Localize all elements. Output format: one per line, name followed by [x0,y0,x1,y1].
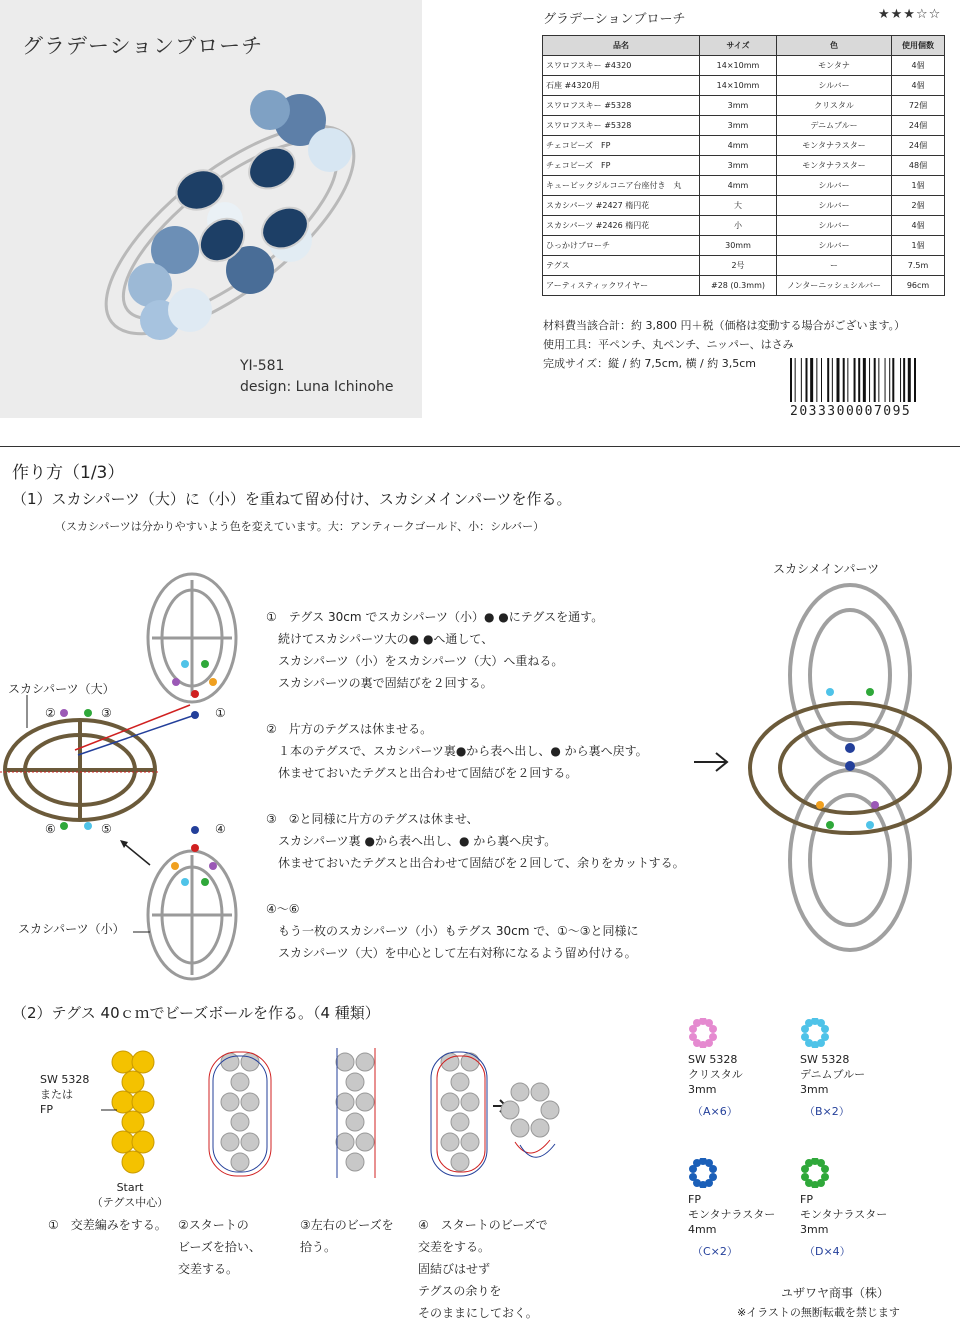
instruction-1-line: ① テグス 30cm でスカシパーツ（小）● ●にテグスを通す。 [266,610,604,624]
designer: design: Luna Ichinohe [240,379,394,395]
cell-size: 大 [700,196,777,216]
step2-diagrams [95,1040,595,1190]
table-row [543,76,945,96]
instruction-4-line: もう一枚のスカシパーツ（小）もテグス 30cm で、①〜③と同様に [266,924,639,938]
cell-color: モンタナラスター [777,136,892,156]
instruction-3 [266,808,685,874]
table-row [543,176,945,196]
cell-name: スカシパーツ #2427 楕円花 [543,196,700,216]
cell-count: 4個 [892,76,945,96]
start-label [90,1180,170,1210]
cell-count: 1個 [892,176,945,196]
section-title: 作り方（1/3） [12,463,125,483]
instruction-3-line: 休ませておいたテグスと出合わせて固結びを２回して、余りをカットする。 [266,856,685,870]
bead-ball-name-line: 3mm [800,1083,829,1096]
cell-color: ノンターニッシュシルバー [777,276,892,296]
instruction-3-line: ③ ②と同様に片方のテグスは休ませ、 [266,812,479,826]
bead-ball-code: （C×2） [692,1245,738,1258]
cell-name: チェコビーズ FP [543,136,700,156]
bead-ball-item [800,1158,887,1259]
cell-size: 4mm [700,176,777,196]
table-row [543,56,945,76]
caption-line: ビーズを拾い、 [178,1240,261,1254]
cell-color: シルバー [777,76,892,96]
table-row [543,196,945,216]
cell-name: チェコビーズ FP [543,156,700,176]
cell-color: ー [777,256,892,276]
copyright-warning: ※イラストの無断転載を禁じます [737,1306,900,1319]
cell-color: クリスタル [777,96,892,116]
bead-ball-code: （D×4） [804,1245,851,1258]
bead-type-label [40,1072,89,1117]
table-row [543,156,945,176]
bead-ball-name-line: 3mm [800,1223,829,1236]
instruction-2-line: １本のテグスで、スカシパーツ裏●から表へ出し、● から裏へ戻す。 [266,744,648,758]
cell-color: デニムブルー [777,116,892,136]
arrow-right-icon [692,750,732,774]
filigree-small-top [148,574,236,702]
table-row [543,216,945,236]
instruction-2 [266,718,648,784]
step2-heading: （2）テグス 40ｃｍでビーズボールを作る。（4 種類） [12,1004,380,1022]
difficulty-stars: ★★★☆☆ [878,7,942,22]
start-label-line: （テグス中心） [91,1196,169,1209]
bead-ball-name-line: 3mm [688,1083,717,1096]
section-divider [0,446,960,447]
cell-size: 小 [700,216,777,236]
barcode [790,358,940,402]
instruction-4-line: ④〜⑥ [266,902,300,916]
cell-count: 4個 [892,216,945,236]
cell-count: 24個 [892,136,945,156]
table-row [543,96,945,116]
finished-size: 完成サイズ：縦 / 約 7,5cm, 横 / 約 3,5cm [543,357,757,370]
instruction-1-line: スカシパーツの裏で固結びを２回する。 [266,676,493,690]
cell-count: 72個 [892,96,945,116]
table-row [543,236,945,256]
bead-ball-name [688,1192,775,1237]
caption-line: ① 交差編みをする。 [48,1218,167,1232]
photo-title: グラデーションブローチ [22,34,264,58]
instruction-1-line: 続けてスカシパーツ大の● ●へ通して、 [266,632,494,646]
cell-color: シルバー [777,196,892,216]
cell-count: 48個 [892,156,945,176]
cell-name: ひっかけブローチ [543,236,700,256]
bead-ball-item [800,1018,865,1119]
instruction-3-line: スカシパーツ裏 ●から表へ出し、● から裏へ戻す。 [266,834,557,848]
marker-3: ③ [101,706,112,720]
caption-1 [48,1214,167,1236]
table-row [543,116,945,136]
caption-line: ③左右のビーズを [300,1218,394,1232]
cell-color: シルバー [777,236,892,256]
caption-4 [418,1214,548,1324]
caption-line: 固結びはせず [418,1262,491,1276]
main-part-illustration [745,580,955,955]
bead-ball-name [800,1052,865,1097]
caption-line: そのままにしておく。 [418,1306,538,1320]
caption-3 [300,1214,394,1258]
cell-color: シルバー [777,176,892,196]
bead-ball-name-line: デニムブルー [800,1068,866,1081]
caption-line: 拾う。 [300,1240,337,1254]
product-code-block [240,356,393,398]
table-row [543,276,945,296]
header-title: グラデーションブローチ [543,12,686,27]
caption-line: ④ スタートのビーズで [418,1218,548,1232]
cell-count: 4個 [892,56,945,76]
cell-size: 4mm [700,136,777,156]
cell-name: スカシパーツ #2426 楕円花 [543,216,700,236]
cell-name: キュービックジルコニア台座付き 丸 [543,176,700,196]
bead-ball-name-line: FP [688,1193,701,1206]
label-main-part: スカシメインパーツ [773,562,880,576]
cell-name: スワロフスキー #4320 [543,56,700,76]
caption-line: テグスの余りを [418,1284,502,1298]
marker-5: ⑤ [101,822,112,836]
caption-2 [178,1214,261,1280]
product-code: YI-581 [240,358,285,374]
cell-name: 石座 #4320用 [543,76,700,96]
cell-count: 2個 [892,196,945,216]
bead-ball-name-line: モンタナラスター [688,1208,776,1221]
instruction-1 [266,606,603,694]
bead-ball-name-line: モンタナラスター [800,1208,888,1221]
cell-name: スワロフスキー #5328 [543,116,700,136]
label-large-parts: スカシパーツ（大） [8,682,115,696]
cell-size: #28 (0.3mm) [700,276,777,296]
marker-1: ① [215,706,226,720]
filigree-small-bottom [148,851,236,979]
cell-size: 14×10mm [700,56,777,76]
cell-size: 3mm [700,156,777,176]
col-color: 色 [777,36,892,56]
bead-type-line: または [40,1088,73,1101]
cell-size: 3mm [700,96,777,116]
table-row [543,256,945,276]
bead-ball-item [688,1158,775,1259]
cell-name: スワロフスキー #5328 [543,96,700,116]
company-name: ユザワヤ商事（株） [781,1286,890,1300]
cell-count: 24個 [892,116,945,136]
filigree-large [5,720,155,820]
marker-4: ④ [215,822,226,836]
bead-ball-code: （B×2） [804,1105,850,1118]
step1-note: （スカシパーツは分かりやすいよう色を変えています。大：アンティークゴールド、小：シルバー） [55,520,545,533]
cell-name: アーティスティックワイヤー [543,276,700,296]
bead-ball-name [688,1052,743,1097]
tools: 使用工具：平ペンチ、丸ペンチ、ニッパー、はさみ [543,338,794,351]
caption-line: ②スタートの [178,1218,249,1232]
col-size: サイズ [700,36,777,56]
cell-count: 7.5m [892,256,945,276]
start-label-line: Start [116,1181,144,1194]
instruction-1-line: スカシパーツ（小）をスカシパーツ（大）へ重ねる。 [266,654,564,668]
bead-ball-name [800,1192,887,1237]
materials-table [542,35,945,296]
bead-ball-icon [688,1018,718,1048]
table-header-row [543,36,945,56]
cell-size: 2号 [700,256,777,276]
barcode-number: 2033300007095 [790,404,912,419]
table-row [543,136,945,156]
label-small-parts: スカシパーツ（小） [18,922,125,936]
cell-size: 3mm [700,116,777,136]
instruction-4-line: スカシパーツ（大）を中心として左右対称になるよう留め付ける。 [266,946,637,960]
col-count: 使用個数 [892,36,945,56]
bead-ball-item [688,1018,743,1119]
instruction-2-line: ② 片方のテグスは休ませる。 [266,722,433,736]
bead-ball-icon [800,1158,830,1188]
cell-size: 30mm [700,236,777,256]
cell-color: シルバー [777,216,892,236]
instruction-2-line: 休ませておいたテグスと出合わせて固結びを２回する。 [266,766,578,780]
caption-line: 交差する。 [178,1262,239,1276]
bead-ball-name-line: SW 5328 [688,1053,738,1066]
cell-color: モンタナラスター [777,156,892,176]
bead-ball-name-line: 4mm [688,1223,717,1236]
bead-type-line: FP [40,1103,53,1116]
bead-ball-icon [688,1158,718,1188]
bead-ball-code: （A×6） [692,1105,738,1118]
marker-2: ② [45,706,56,720]
bead-type-line: SW 5328 [40,1073,90,1086]
cell-count: 1個 [892,236,945,256]
bead-ball-icon [800,1018,830,1048]
bead-ball-name-line: クリスタル [688,1068,743,1081]
cell-size: 14×10mm [700,76,777,96]
bead-ball-name-line: SW 5328 [800,1053,850,1066]
marker-6: ⑥ [45,822,56,836]
material-cost: 材料費当該合計：約 3,800 円＋税（価格は変動する場合がございます。） [543,319,906,332]
cell-count: 96cm [892,276,945,296]
col-name: 品名 [543,36,700,56]
caption-line: 交差をする。 [418,1240,491,1254]
step1-heading: （1）スカシパーツ（大）に（小）を重ねて留め付け、スカシメインパーツを作る。 [12,490,572,508]
cell-color: モンタナ [777,56,892,76]
cell-name: テグス [543,256,700,276]
bead-ball-name-line: FP [800,1193,813,1206]
instruction-4-6 [266,898,639,964]
